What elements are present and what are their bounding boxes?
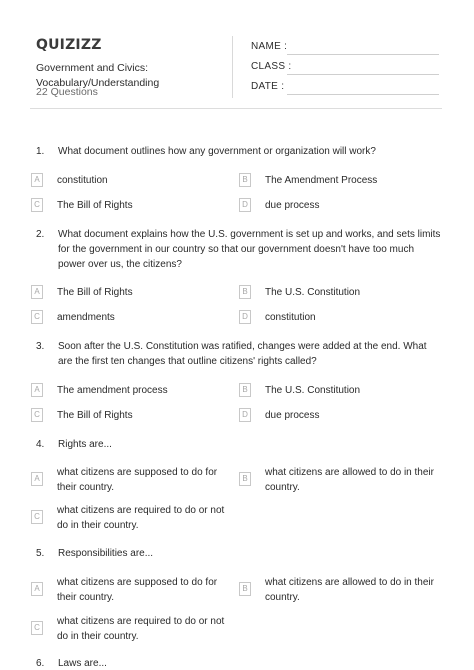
question-text: Soon after the U.S. Constitution was ratified, changes were added at the end. What are the first ten changes that outline citizens' rights called? xyxy=(58,341,427,367)
class-label: CLASS : xyxy=(251,61,292,72)
question-count: 22 Questions xyxy=(36,86,98,98)
date-field[interactable] xyxy=(251,81,439,95)
option-letter-box: C xyxy=(31,310,43,324)
option-letter-box: B xyxy=(239,582,251,596)
option-text: The Bill of Rights xyxy=(57,410,133,421)
name-field[interactable] xyxy=(251,41,439,55)
option-letter-box: B xyxy=(239,173,251,187)
option-letter-box: A xyxy=(31,472,43,486)
option-letter-box: A xyxy=(31,173,43,187)
option-letter-box: A xyxy=(31,285,43,299)
worksheet-header xyxy=(0,0,474,110)
option-letter-box: B xyxy=(239,383,251,397)
class-field[interactable] xyxy=(251,61,439,75)
question-text: Responsibilities are... xyxy=(58,548,154,559)
question-text: What document outlines how any government or organization will work? xyxy=(58,146,376,157)
option-text: due process xyxy=(265,200,320,211)
option-letter-box: C xyxy=(31,510,43,524)
class-line[interactable] xyxy=(287,74,439,75)
question-number: 3. xyxy=(36,341,45,352)
question-text: What document explains how the U.S. government is set up and works, and sets limits for the government in our country so that our government doesn't have too much power over us, the citizens? xyxy=(58,229,441,270)
option-text: due process xyxy=(265,410,320,421)
option-letter-box: D xyxy=(239,310,251,324)
option-text: what citizens are supposed to do for their country. xyxy=(57,577,218,603)
option-text: what citizens are allowed to do in their country. xyxy=(265,577,434,603)
option-text: The Bill of Rights xyxy=(57,200,133,211)
question-number: 6. xyxy=(36,658,45,669)
option-letter-box: C xyxy=(31,408,43,422)
option-text: what citizens are allowed to do in their country. xyxy=(265,467,434,493)
question-number: 1. xyxy=(36,146,45,157)
question-number: 2. xyxy=(36,229,45,240)
option-text: amendments xyxy=(57,312,115,323)
option-text: what citizens are required to do or not do in their country. xyxy=(57,616,225,642)
date-label: DATE : xyxy=(251,81,285,92)
header-rule xyxy=(30,108,442,109)
question-number: 4. xyxy=(36,439,45,450)
name-line[interactable] xyxy=(287,54,439,55)
option-letter-box: C xyxy=(31,198,43,212)
option-text: The amendment process xyxy=(57,385,168,396)
option-letter-box: C xyxy=(31,621,43,635)
option-text: The Bill of Rights xyxy=(57,287,133,298)
question-text: Rights are... xyxy=(58,439,112,450)
option-text: what citizens are supposed to do for their country. xyxy=(57,467,218,493)
option-text: The U.S. Constitution xyxy=(265,287,361,298)
worksheet-title: Government and Civics: Vocabulary/Understanding xyxy=(36,62,160,89)
option-letter-box: B xyxy=(239,472,251,486)
header-divider xyxy=(232,36,233,98)
option-letter-box: A xyxy=(31,383,43,397)
question-text: Laws are... xyxy=(58,658,107,669)
option-letter-box: B xyxy=(239,285,251,299)
option-text: constitution xyxy=(265,312,316,323)
option-text: what citizens are required to do or not do in their country. xyxy=(57,505,225,531)
question-number: 5. xyxy=(36,548,45,559)
option-letter-box: A xyxy=(31,582,43,596)
name-label: NAME : xyxy=(251,41,288,52)
date-line[interactable] xyxy=(287,94,439,95)
option-text: The Amendment Process xyxy=(265,175,378,186)
option-letter-box: D xyxy=(239,408,251,422)
option-letter-box: D xyxy=(239,198,251,212)
option-text: constitution xyxy=(57,175,108,186)
option-text: The U.S. Constitution xyxy=(265,385,361,396)
quizizz-logo: QUIZIZZ xyxy=(36,37,102,53)
